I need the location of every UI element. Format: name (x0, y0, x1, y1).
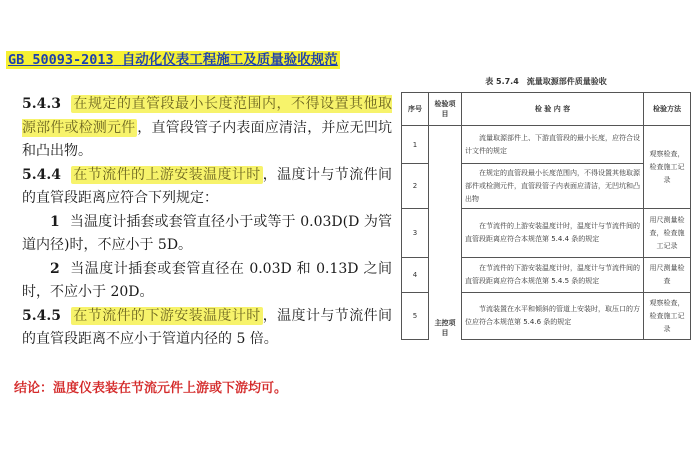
clause-number: 5.4.3 (22, 96, 61, 112)
highlighted-text: 在节流件的上游安装温度计时 (72, 166, 261, 183)
highlighted-text: 在规定的直管段最小长度范围内，不得设置其他取源部件或检测元件 (22, 96, 392, 136)
category-cell: 主控项目 (429, 126, 462, 340)
row-number: 1 (402, 126, 429, 164)
row-content: 在节流件的上游安装温度计时，温度计与节流件间的直管段距离应符合本规范第 5.4.4 条的规定 (462, 209, 644, 258)
row-number: 3 (402, 209, 429, 258)
standard-title (6, 51, 340, 69)
row-number: 2 (402, 164, 429, 209)
clause-5-4-3 (22, 93, 392, 164)
clause-text: ，温度计与节流件间的直管段距离应符合下列规定： (22, 166, 393, 206)
standard-code: GB 50093-2013 (8, 52, 114, 68)
table-caption: 表 5.7.4 流量取源部件质量验收 (485, 77, 607, 86)
row-number: 5 (402, 293, 429, 340)
clause-text: ，直管段管子内表面应清洁，并应无凹坑和凸出物。 (22, 119, 393, 159)
item-text: 当温度计插套或套管直径在 0.03D 和 0.13D 之间时，不应小于 20D。 (22, 260, 392, 300)
header-seq: 序号 (402, 93, 429, 126)
conclusion-text: 结论：温度仪表装在节流元件上游或下游均可。 (14, 381, 288, 396)
table-header-row (402, 93, 691, 126)
clause-number: 5.4.4 (22, 166, 61, 183)
item-text: 当温度计插套或套管直径小于或等于 0.03D(D 为管道内径)时，不应小于 5D。 (22, 213, 392, 253)
row-content: 在规定的直管段最小长度范围内，不得设置其他取源部件或检测元件，直管段管子内表面应清洁，无凹坑和凸出物 (462, 164, 644, 209)
header-method: 检验方法 (644, 93, 691, 126)
row-number: 4 (402, 258, 429, 293)
header-content: 检 验 内 容 (462, 93, 644, 126)
header-category: 检验项目 (429, 93, 462, 126)
clause-item (22, 258, 392, 305)
row-method: 用尺测量检查 (644, 258, 691, 293)
clause-5-4-4 (22, 164, 392, 211)
item-number: 2 (50, 260, 60, 277)
row-method: 用尺测量检查，检查施工记录 (644, 209, 691, 258)
clause-item (22, 211, 392, 258)
standard-name: 自动化仪表工程施工及质量验收规范 (121, 52, 338, 68)
clauses-section (22, 93, 392, 352)
row-content: 节流装置在水平和倾斜的管道上安装时，取压口的方位应符合本规范第 5.4.6 条的规定 (462, 293, 644, 340)
table-row (402, 126, 691, 164)
clause-number: 5.4.5 (22, 307, 61, 324)
row-content: 在节流件的下游安装温度计时，温度计与节流件间的直管段距离应符合本规范第 5.4.5 条的规定 (462, 258, 644, 293)
quality-inspection-table (401, 92, 691, 340)
clause-5-4-5 (22, 305, 392, 352)
item-number: 1 (50, 213, 60, 230)
clause-text: ，温度计与节流件间的直管段距离不应小于管道内径的 5 倍。 (22, 307, 393, 347)
row-method: 观察检查，检查施工记录 (644, 126, 691, 209)
row-content: 流量取源部件上、下游直管段的最小长度，应符合设计文件的规定 (462, 126, 644, 164)
row-method: 观察检查，检查施工记录 (644, 293, 691, 340)
highlighted-text: 在节流件的下游安装温度计时 (72, 307, 261, 324)
